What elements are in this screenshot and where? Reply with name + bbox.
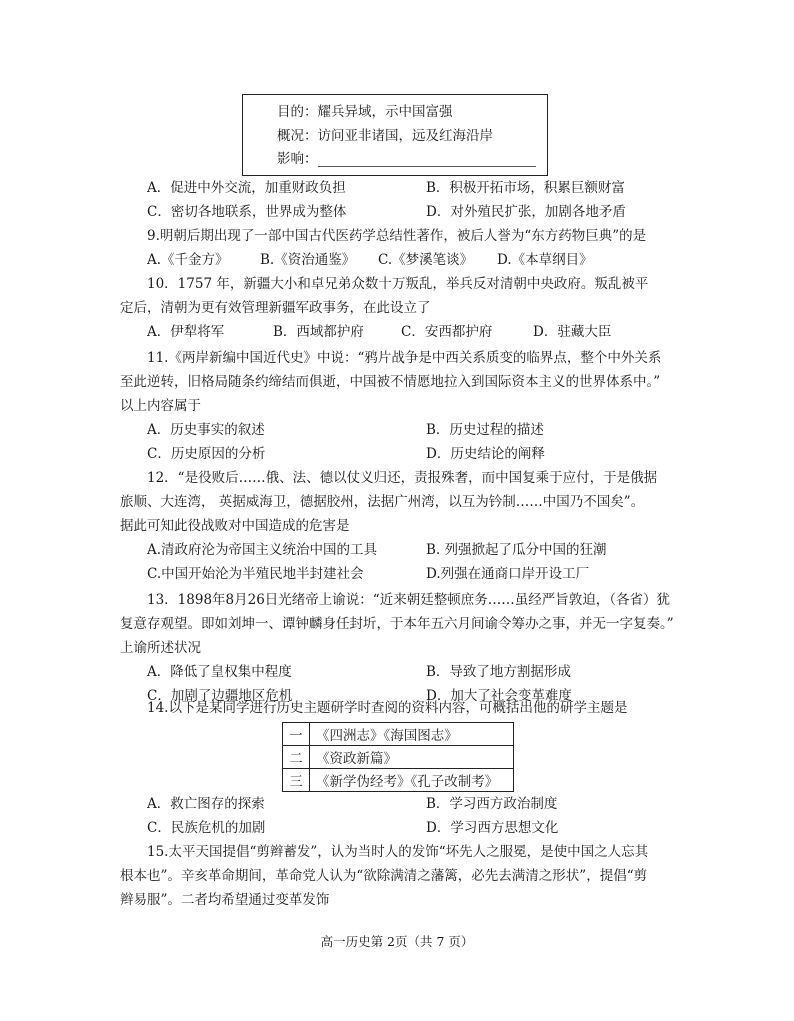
q15-line-3: 辫易服”。二者均希望通过变革发饰 — [120, 892, 330, 908]
q11-option-a: A．历史事实的叙述 — [147, 422, 265, 438]
q12-line-2: 旅顺、大连湾， 英据威海卫，德据胶州，法据广州湾，以互为钤制……中国乃不国矣”。 — [120, 494, 645, 510]
page-footer: 高一历史第 2页（共 7 页） — [320, 934, 474, 949]
q14-stem: 14.以下是某同学进行历史主题研学时查阅的资料内容，可概括出他的研学主题是 — [147, 700, 628, 716]
table-cell-content: 《四洲志》《海国图志》 — [310, 723, 514, 746]
q10-option-d: D．驻藏大臣 — [533, 324, 612, 340]
box-impact-label: 影响： — [277, 151, 318, 167]
box-impact — [277, 153, 536, 167]
q8-option-d: D．对外殖民扩张，加剧各地矛盾 — [426, 204, 626, 220]
q12-option-d: D.列强在通商口岸开设工厂 — [426, 566, 590, 582]
q11-option-b: B．历史过程的描述 — [426, 422, 544, 438]
q8-info-box — [242, 94, 548, 176]
q10-option-b: B．西域都护府 — [273, 324, 364, 340]
q14-option-d: D．学习西方思想文化 — [426, 820, 559, 836]
q13-line-1: 13．1898年8月26日光绪帝上谕说：“近来朝廷整顿庶务……虽经严旨敦迫，（各省）犹 — [147, 592, 670, 608]
q9-stem: 9.明朝后期出现了一部中国古代医药学总结性著作，被后人誉为“东方药物巨典”的是 — [147, 228, 647, 244]
q12-option-c: C.中国开始沦为半殖民地半封建社会 — [147, 566, 364, 582]
q13-line-2: 复意存观望。即如刘坤一、谭钟麟身任封圻，于本年五六月间谕令筹办之事，并无一字复奏。” — [120, 616, 674, 632]
q10-line-2: 定后，清朝为更有效管理新疆军政事务，在此设立了 — [120, 300, 431, 316]
q11-line-3: 以上内容属于 — [120, 398, 201, 414]
q12-line-3: 据此可知此役战败对中国造成的危害是 — [120, 518, 350, 534]
table-row — [283, 746, 514, 769]
q11-line-1: 11.《两岸新编中国近代史》中说：“鸦片战争是中西关系质变的临界点，整个中外关系 — [147, 350, 662, 366]
q13-option-b: B．导致了地方割据形成 — [426, 664, 571, 680]
q11-option-d: D．历史结论的阐释 — [426, 446, 545, 462]
q13-option-c: C．加剧了边疆地区危机 — [147, 688, 293, 704]
q9-option-c: C.《梦溪笔谈》 — [378, 252, 474, 268]
q13-line-3: 上谕所述状况 — [120, 640, 201, 656]
q8-option-b: B．积极开拓市场，积累巨额财富 — [426, 180, 625, 196]
q10-line-1: 10．1757 年，新疆大小和卓兄弟众数十万叛乱，举兵反对清朝中央政府。叛乱被平 — [147, 276, 649, 292]
impact-blank-line — [318, 154, 536, 167]
q14-option-a: A．救亡图存的探索 — [147, 796, 265, 812]
q11-line-2: 至此逆转，旧格局随条约缔结而俱逝，中国被不情愿地拉入到国际资本主义的世界体系中。” — [120, 374, 661, 390]
q15-line-2: 根本也”。辛亥革命期间，革命党人认为“欲除满清之藩篱，必先去满清之形状”，提倡“剪 — [120, 868, 648, 884]
q9-option-b: B.《资治通鉴》 — [260, 252, 356, 268]
q15-line-1: 15.太平天国提倡“剪辫蓄发”，认为当时人的发饰“坏先人之服冕，是使中国之人忘其 — [147, 844, 649, 860]
q13-option-a: A．降低了皇权集中程度 — [147, 664, 292, 680]
q10-option-a: A．伊犁将军 — [147, 324, 225, 340]
q10-option-c: C．安西都护府 — [401, 324, 493, 340]
q12-option-a: A.清政府沦为帝国主义统治中国的工具 — [147, 542, 378, 558]
q14-option-b: B．学习西方政治制度 — [426, 796, 558, 812]
q9-option-d: D.《本草纲目》 — [497, 252, 593, 268]
q12-line-1: 12．“是役败后……俄、法、德以仗义归还，责报殊奢，而中国复乘于应付，于是俄据 — [147, 470, 658, 486]
q11-option-c: C．历史原因的分析 — [147, 446, 266, 462]
q13-option-d: D．加大了社会变革难度 — [426, 688, 572, 704]
table-cell-index: 一 — [283, 723, 310, 746]
table-cell-index: 三 — [283, 769, 310, 792]
q12-option-b: B. 列强掀起了瓜分中国的狂潮 — [426, 542, 607, 558]
q9-option-a: A.《千金方》 — [147, 252, 229, 268]
table-row — [283, 723, 514, 746]
q14-option-c: C．民族危机的加剧 — [147, 820, 266, 836]
table-row — [283, 769, 514, 792]
box-overview: 概况：访问亚非诸国，远及红海沿岸 — [277, 128, 493, 144]
q8-option-a: A．促进中外交流，加重财政负担 — [147, 180, 346, 196]
table-cell-content: 《新学伪经考》《孔子改制考》 — [310, 769, 514, 792]
box-purpose: 目的：耀兵异域，示中国富强 — [277, 104, 453, 120]
q14-source-table — [282, 722, 514, 792]
q8-option-c: C．密切各地联系，世界成为整体 — [147, 204, 347, 220]
table-cell-content: 《资政新篇》 — [310, 746, 514, 769]
table-cell-index: 二 — [283, 746, 310, 769]
